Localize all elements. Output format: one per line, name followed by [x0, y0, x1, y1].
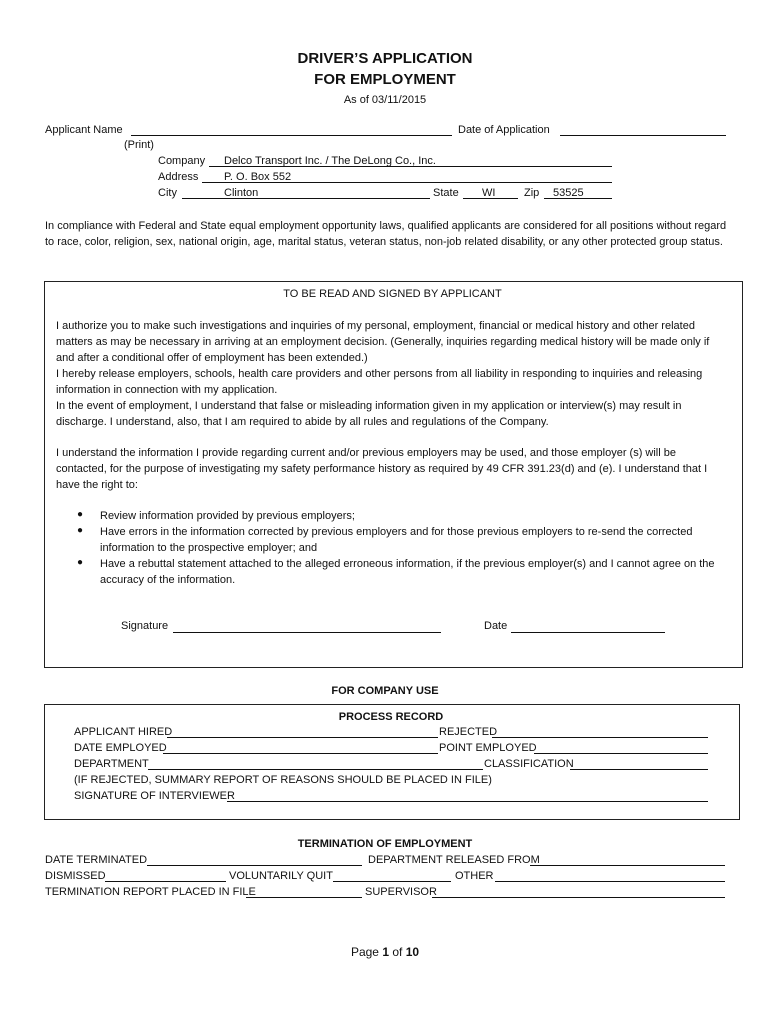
- rejection-note: (IF REJECTED, SUMMARY REPORT OF REASONS SHOULD BE PLACED IN FILE): [74, 774, 492, 786]
- signature-date-label: Date: [484, 620, 508, 632]
- applicant-hired-field[interactable]: [167, 737, 438, 738]
- page-current: 1: [382, 945, 389, 959]
- department-released-field[interactable]: [530, 865, 725, 866]
- applicant-name-field[interactable]: [131, 135, 452, 136]
- bullet-icon: ●: [77, 509, 84, 520]
- date-terminated-field[interactable]: [147, 865, 362, 866]
- page-number: [0, 945, 770, 959]
- page-title: DRIVER’S APPLICATION: [297, 50, 473, 67]
- applicant-name-label: Applicant Name: [45, 124, 123, 136]
- dismissed-label: DISMISSED: [45, 870, 106, 882]
- company-label: Company: [158, 155, 206, 167]
- classification-field[interactable]: [570, 769, 708, 770]
- rejected-label: REJECTED: [439, 726, 498, 738]
- agreement-paragraph-discharge: In the event of employment, I understand that false or misleading information given in my application or interview(s) may result in discharge. I understand, also, that I am required to abide by all rules and regulations of the Company.: [56, 400, 682, 428]
- page-word: Page: [350, 945, 379, 959]
- city-field[interactable]: [182, 198, 430, 199]
- page-total: 10: [405, 945, 420, 959]
- report-placed-field[interactable]: [246, 897, 362, 898]
- interviewer-signature-label: SIGNATURE OF INTERVIEWER: [74, 790, 235, 802]
- supervisor-label: SUPERVISOR: [365, 886, 437, 898]
- as-of-date: As of 03/11/2015: [343, 94, 427, 106]
- zip-label: Zip: [524, 187, 540, 199]
- page-subtitle: FOR EMPLOYMENT: [314, 71, 456, 88]
- department-released-label: DEPARTMENT RELEASED FROM: [368, 854, 540, 866]
- rights-item-correct: Have errors in the information corrected by previous employers and for those previous employers to re-send the corrected information to the prospective employer; and: [100, 526, 693, 554]
- print-label: (Print): [124, 139, 154, 151]
- applicant-hired-label: APPLICANT HIRED: [74, 726, 173, 738]
- classification-label: CLASSIFICATION: [484, 758, 574, 770]
- voluntarily-quit-label: VOLUNTARILY QUIT: [229, 870, 333, 882]
- agreement-paragraph-release: I hereby release employers, schools, health care providers and other persons from all liability in responding to inquiries and releasing information in connection with my application.: [56, 368, 703, 396]
- other-field[interactable]: [495, 881, 725, 882]
- date-terminated-label: DATE TERMINATED: [45, 854, 148, 866]
- rights-item-review: Review information provided by previous employers;: [100, 510, 355, 522]
- state-label: State: [433, 187, 459, 199]
- point-employed-field[interactable]: [534, 753, 708, 754]
- interviewer-signature-field[interactable]: [227, 801, 708, 802]
- address-label: Address: [158, 171, 199, 183]
- compliance-statement: In compliance with Federal and State equal employment opportunity laws, qualified applicants are considered for all positions without regard to race, color, religion, sex, national origin, age, marital status, veteran status, non-job related disability, or any other protected group status.: [45, 220, 727, 248]
- rights-item-rebuttal: Have a rebuttal statement attached to the alleged erroneous information, if the previous employer(s) and I cannot agree on the accuracy of the information.: [100, 558, 715, 586]
- agreement-heading: TO BE READ AND SIGNED BY APPLICANT: [283, 288, 502, 300]
- report-placed-label: TERMINATION REPORT PLACED IN FILE: [45, 886, 256, 898]
- signature-date-field[interactable]: [511, 632, 665, 633]
- state-value: WI: [482, 187, 496, 199]
- department-label: DEPARTMENT: [74, 758, 149, 770]
- date-employed-label: DATE EMPLOYED: [74, 742, 167, 754]
- department-field[interactable]: [148, 769, 483, 770]
- bullet-icon: ●: [77, 557, 84, 568]
- company-use-heading: FOR COMPANY USE: [331, 685, 439, 697]
- process-record-heading: PROCESS RECORD: [338, 711, 444, 723]
- date-of-application-field[interactable]: [560, 135, 726, 136]
- voluntarily-quit-field[interactable]: [333, 881, 451, 882]
- supervisor-field[interactable]: [432, 897, 725, 898]
- other-label: OTHER: [455, 870, 494, 882]
- signature-label: Signature: [121, 620, 169, 632]
- zip-value: 53525: [553, 187, 584, 199]
- agreement-paragraph-rights: I understand the information I provide regarding current and/or previous employers may be used, and those employer (s) will be contacted, for the purpose of investigating my safety performance history as required by 49 CFR 391.23(d) and (e). I understand that I have the right to:: [56, 447, 708, 491]
- city-label: City: [158, 187, 177, 199]
- city-value: Clinton: [224, 187, 259, 199]
- point-employed-label: POINT EMPLOYED: [439, 742, 537, 754]
- termination-heading: TERMINATION OF EMPLOYMENT: [297, 838, 473, 850]
- agreement-paragraph-authorize: I authorize you to make such investigations and inquiries of my personal, employment, financial or medical history and other related matters as may be necessary in arriving at an employment decision. (Generally, inquiries regarding medical history will be made only if and after a conditional offer of employment has been extended.): [56, 320, 710, 364]
- rejected-field[interactable]: [492, 737, 708, 738]
- of-word: of: [392, 945, 403, 959]
- address-value: P. O. Box 552: [224, 171, 292, 183]
- dismissed-field[interactable]: [105, 881, 226, 882]
- signature-field[interactable]: [173, 632, 441, 633]
- date-of-application-label: Date of Application: [458, 124, 550, 136]
- date-employed-field[interactable]: [163, 753, 438, 754]
- company-value: Delco Transport Inc. / The DeLong Co., Inc.: [224, 155, 436, 167]
- bullet-icon: ●: [77, 525, 84, 536]
